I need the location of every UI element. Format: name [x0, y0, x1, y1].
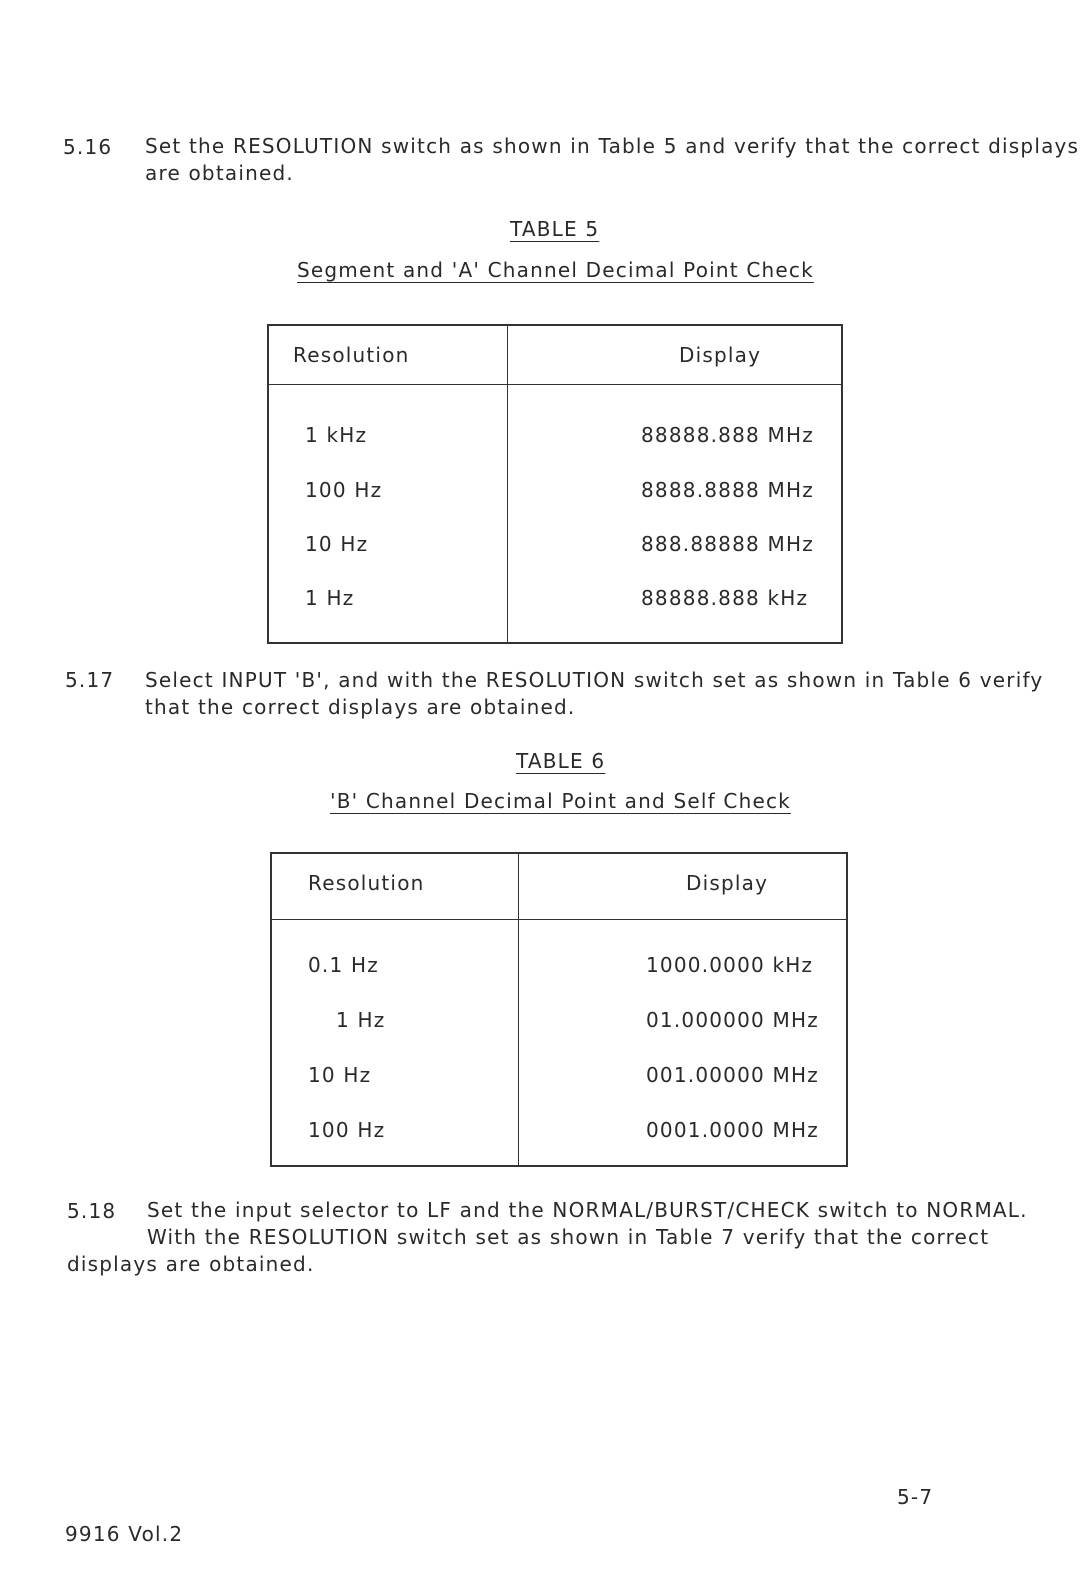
document-reference: 9916 Vol.2: [65, 1522, 184, 1546]
table6-header-display: Display: [686, 871, 769, 895]
table5-header-display: Display: [679, 343, 762, 367]
section-number-5-17: 5.17: [65, 668, 115, 692]
table6-cell-resolution: 10 Hz: [308, 1063, 372, 1087]
section-text-5-18-continued: [67, 1251, 315, 1278]
section-line: displays are obtained.: [67, 1252, 315, 1276]
table6-caption: 'B' Channel Decimal Point and Self Check: [330, 789, 791, 813]
table5-caption: Segment and 'A' Channel Decimal Point Check: [297, 258, 814, 282]
table5-cell-display: 88888.888 MHz: [641, 423, 814, 447]
table5-cell-display: 8888.8888 MHz: [641, 478, 814, 502]
table6-header-resolution: Resolution: [308, 871, 425, 895]
table6-cell-display: 01.000000 MHz: [646, 1008, 819, 1032]
table5-cell-resolution: 1 Hz: [305, 586, 355, 610]
column-divider: [507, 326, 508, 642]
table5-cell-display: 888.88888 MHz: [641, 532, 814, 556]
section-line: are obtained.: [145, 161, 294, 185]
section-line: Select INPUT 'B', and with the RESOLUTION switch set as shown in Table 6 verify: [145, 668, 1044, 692]
header-divider: [269, 384, 841, 385]
table5: [267, 324, 843, 644]
section-line: With the RESOLUTION switch set as shown in Table 7 verify that the correct: [147, 1225, 990, 1249]
table6-cell-display: 0001.0000 MHz: [646, 1118, 819, 1142]
table6-cell-resolution: 0.1 Hz: [308, 953, 379, 977]
table6-cell-resolution: 100 Hz: [308, 1118, 386, 1142]
header-divider: [272, 919, 846, 920]
table5-header-resolution: Resolution: [293, 343, 410, 367]
section-text-5-18: [147, 1197, 1037, 1251]
table6-cell-resolution: 1 Hz: [336, 1008, 386, 1032]
table5-label: TABLE 5: [510, 217, 600, 241]
section-line: Set the RESOLUTION switch as shown in Table 5 and verify that the correct displays: [145, 134, 1080, 158]
section-text-5-17: [145, 667, 1044, 721]
column-divider: [518, 854, 519, 1165]
section-number-5-16: 5.16: [63, 135, 113, 159]
section-text-5-16: [145, 133, 1080, 187]
table5-cell-resolution: 1 kHz: [305, 423, 368, 447]
section-line: Set the input selector to LF and the NORMAL/BURST/CHECK switch to NORMAL.: [147, 1198, 1028, 1222]
table6: [270, 852, 848, 1167]
table5-cell-resolution: 100 Hz: [305, 478, 383, 502]
table6-cell-display: 1000.0000 kHz: [646, 953, 814, 977]
table5-cell-display: 88888.888 kHz: [641, 586, 809, 610]
table6-label: TABLE 6: [516, 749, 606, 773]
section-line: that the correct displays are obtained.: [145, 695, 576, 719]
table5-cell-resolution: 10 Hz: [305, 532, 369, 556]
section-number-5-18: 5.18: [67, 1199, 117, 1223]
table6-cell-display: 001.00000 MHz: [646, 1063, 819, 1087]
page-number: 5-7: [897, 1485, 934, 1509]
